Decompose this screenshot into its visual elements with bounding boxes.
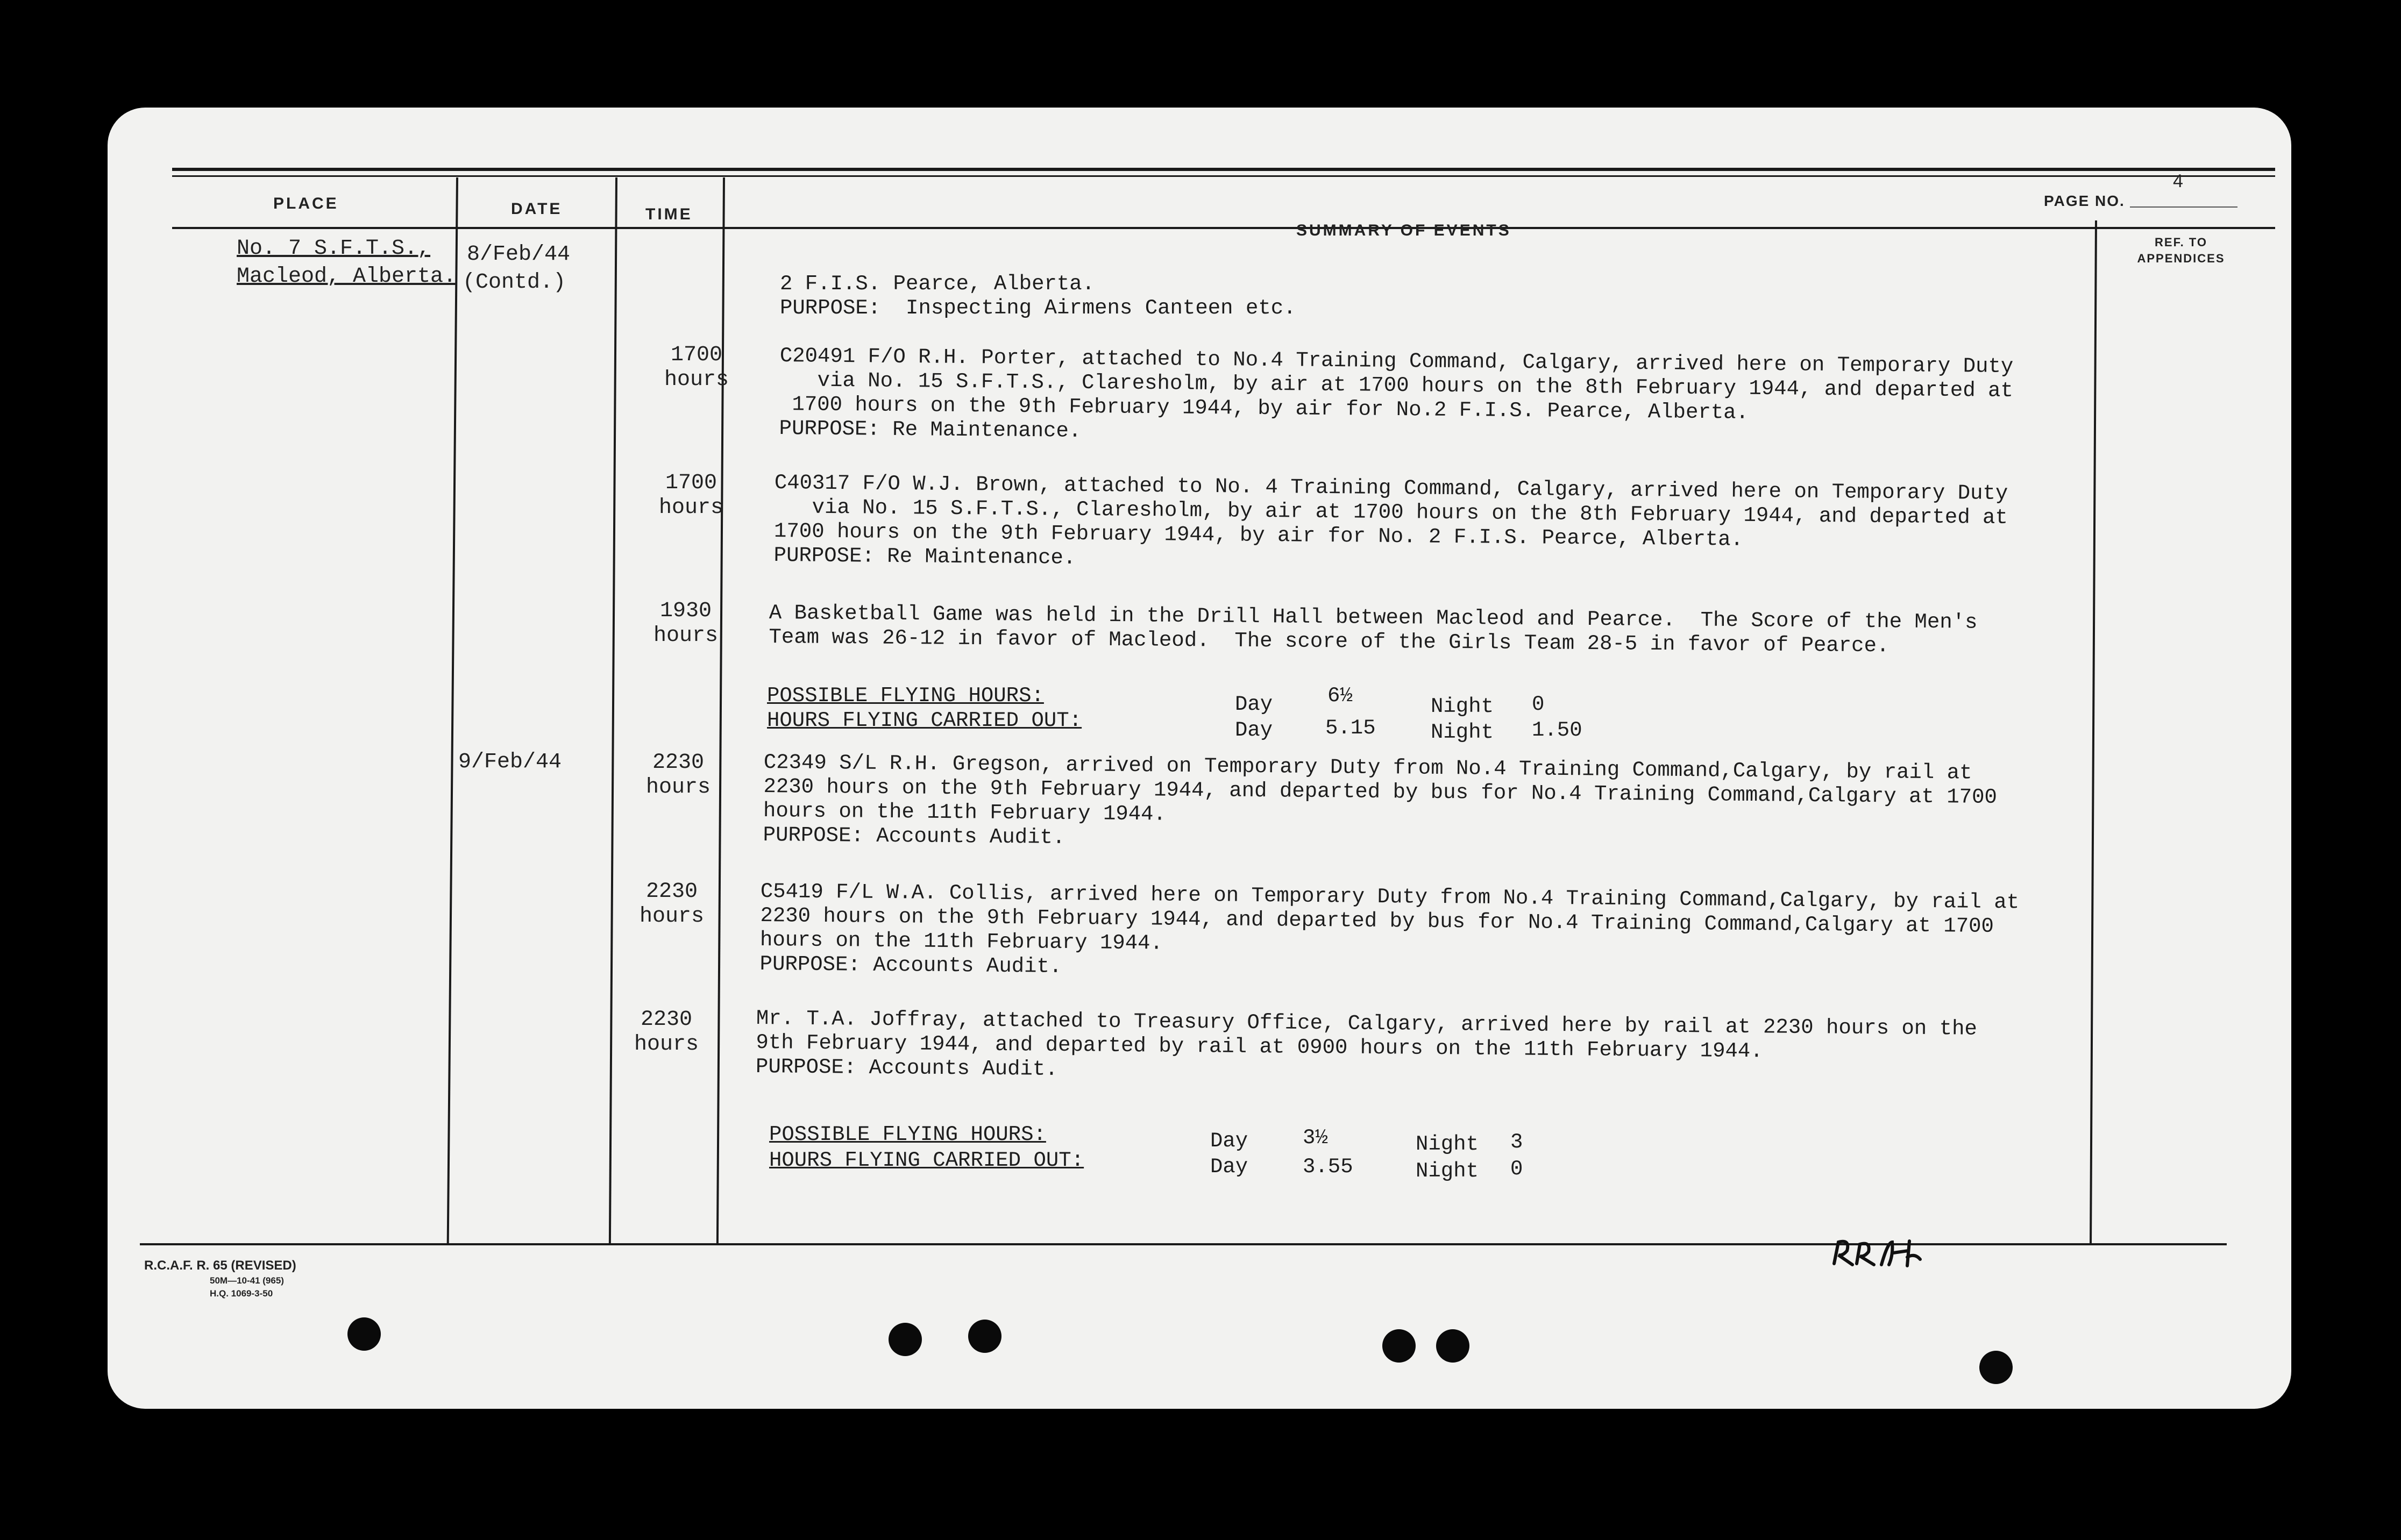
col-rule-date — [609, 177, 617, 1245]
date-1-line-2: (Contd.) — [463, 270, 566, 295]
entry-1-time — [662, 343, 731, 393]
page-no-label: PAGE NO. — [2044, 192, 2125, 209]
flying-1-possible-day-label: Day — [1235, 693, 1273, 716]
flying-1-carried-night: 1.50 — [1532, 718, 1582, 742]
entry-1-time-unit: hours — [664, 368, 729, 392]
flying-1-carried-day-label: Day — [1235, 718, 1273, 742]
flying-2-possible-day: 3½ — [1303, 1126, 1328, 1150]
flying-2-possible-day-label: Day — [1210, 1129, 1248, 1153]
possible-flying-hours-label-2: POSSIBLE FLYING HOURS: — [769, 1123, 1046, 1146]
flying-2-carried-night-label: Night — [1416, 1159, 1479, 1183]
flying-1-possible-night: 0 — [1532, 693, 1545, 716]
place-line-1: No. 7 S.F.T.S., — [237, 237, 431, 261]
entry-6-time-unit: hours — [634, 1032, 699, 1057]
entry-4-time — [643, 751, 713, 800]
entry-3-time-unit: hours — [653, 624, 719, 648]
form-hq-number: H.Q. 1069-3-50 — [210, 1288, 273, 1299]
entry-4-text: C2349 S/L R.H. Gregson, arrived on Temporary Duty from No.4 Training Command,Calgary, by rail at 2230 hours on the 9th February 1944, and departed by bus for No.4 Training Command,Calgary at 1700 hours on the 11th February 1944. PURPOSE: Accounts Audit. — [763, 751, 1998, 850]
summary-header: SUMMARY OF EVENTS — [1296, 222, 1511, 239]
entry-1-text: C20491 F/O R.H. Porter, attached to No.4 Training Command, Calgary, arrived here on Temporary Duty via No. 15 S.F.T.S., Claresholm, by air at 1700 hours on the 8th February 1944, and departed at 1700 hours on the 9th February 1944, by air for No.2 F.I.S. Pearce, Alberta. PURPOSE: Re Maintenance. — [779, 344, 2014, 443]
punch-hole — [1979, 1351, 2013, 1384]
date-1-line-1: 8/Feb/44 — [467, 243, 571, 267]
col-rule-time — [716, 177, 725, 1245]
form-print-run: 50M—10-41 (965) — [210, 1275, 284, 1286]
entry-3-time-value: 1930 — [659, 599, 712, 623]
entry-3-text: A Basketball Game was held in the Drill Hall between Macleod and Pearce. The Score of the Men's Team was 26-12 in favor of Macleod. The score of the Girls Team 28-5 in favor of Pearce. — [769, 601, 1978, 658]
date-1 — [463, 241, 570, 297]
top-rule — [172, 168, 2275, 171]
page-number: 4 — [2173, 171, 2183, 191]
form-number: R.C.A.F. R. 65 (REVISED) — [144, 1258, 296, 1273]
entry-2-time-value: 1700 — [665, 471, 717, 495]
entry-0-text: 2 F.I.S. Pearce, Alberta. PURPOSE: Inspecting Airmens Canteen etc. — [780, 272, 1296, 320]
flying-2-possible-night-label: Night — [1416, 1132, 1479, 1156]
punch-hole — [1436, 1329, 1469, 1363]
flying-1-possible-day: 6½ — [1327, 684, 1353, 708]
col-rule-place — [447, 177, 458, 1245]
entry-5-text: C5419 F/L W.A. Collis, arrived here on Temporary Duty from No.4 Training Command,Calgary, by rail at 2230 hours on the 9th February 1944, and departed by bus for No.4 Training Command,Calgary at 1700 hours on the 11th February 1944. PURPOSE: Accounts Audit. — [759, 880, 2020, 979]
entry-2-time-unit: hours — [658, 496, 724, 520]
top-rule-2 — [172, 175, 2275, 177]
entry-6-text: Mr. T.A. Joffray, attached to Treasury Office, Calgary, arrived here by rail at 2230 hours on the 9th February 1944, and departed by rail at 0900 hours on the 11th February 1944. PURPOSE: Accounts Audit. — [755, 1007, 1978, 1081]
header-rule — [172, 227, 2275, 229]
punch-hole — [347, 1317, 381, 1351]
entry-3-time — [651, 599, 721, 648]
diary-page — [108, 108, 2291, 1409]
flying-2-carried-night: 0 — [1510, 1157, 1523, 1181]
date-2: 9/Feb/44 — [458, 750, 562, 774]
entry-1-time-value: 1700 — [670, 343, 722, 367]
col-rule-ref — [2090, 220, 2097, 1245]
entry-2-text: C40317 F/O W.J. Brown, attached to No. 4 Training Command, Calgary, arrived here on Temporary Duty via No. 15 S.F.T.S., Claresholm, by air at 1700 hours on the 8th February 1944, and departed at 1700 hours on the 9th February 1944, by air for No. 2 F.I.S. Pearce, Alberta. PURPOSE: Re Maintenance. — [773, 471, 2008, 570]
time-header: TIME — [645, 205, 693, 223]
entry-6-time-value: 2230 — [640, 1008, 692, 1032]
flying-2-carried-day-label: Day — [1210, 1155, 1248, 1179]
punch-hole — [1382, 1329, 1416, 1363]
entry-5-time-value: 2230 — [645, 880, 698, 904]
page-no-line — [2130, 206, 2237, 208]
punch-hole — [968, 1320, 1001, 1353]
entry-5-time-unit: hours — [639, 904, 705, 929]
ref-to-label: REF. TO — [2155, 236, 2207, 249]
flying-1-possible-night-label: Night — [1431, 695, 1494, 718]
date-header: DATE — [511, 200, 563, 218]
place-header: PLACE — [273, 195, 339, 212]
entry-6-time — [631, 1008, 701, 1057]
entry-4-time-value: 2230 — [652, 751, 704, 775]
flying-2-carried-day: 3.55 — [1303, 1155, 1353, 1179]
possible-flying-hours-label-1: POSSIBLE FLYING HOURS: — [767, 684, 1044, 708]
entry-5-time — [637, 880, 707, 929]
entry-4-time-unit: hours — [645, 775, 711, 800]
appendices-label: APPENDICES — [2137, 252, 2225, 265]
handwritten-initials — [1829, 1231, 1926, 1274]
flying-1-carried-day: 5.15 — [1325, 716, 1376, 740]
entry-2-time — [656, 471, 726, 521]
flying-2-possible-night: 3 — [1510, 1130, 1523, 1154]
hours-flying-carried-out-label-1: HOURS FLYING CARRIED OUT: — [767, 709, 1082, 732]
ref-to-appendices — [2108, 234, 2254, 267]
punch-hole — [889, 1323, 922, 1356]
hours-flying-carried-out-label-2: HOURS FLYING CARRIED OUT: — [769, 1149, 1084, 1172]
place-line-2: Macleod, Alberta. — [237, 265, 457, 289]
flying-1-carried-night-label: Night — [1431, 721, 1494, 744]
